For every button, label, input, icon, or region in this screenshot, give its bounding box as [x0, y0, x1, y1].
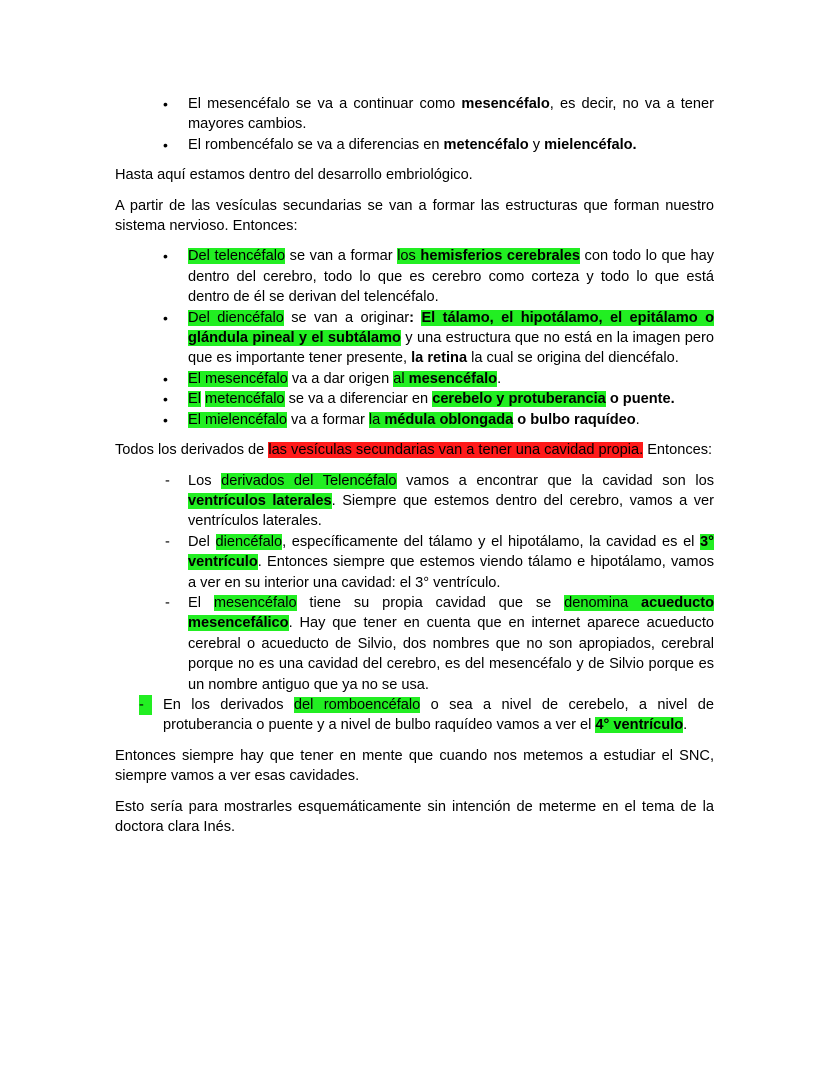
dash-bullet: -	[165, 533, 170, 550]
dash-bullet: -	[139, 695, 152, 715]
bullet-list-top	[115, 94, 714, 155]
list-item: • Del telencéfalo se van a formar los hemisferios cerebrales con todo lo que hay dentro del cerebro, todo lo que es cerebro como corteza y todo lo que está dentro de él se derivan del telencéfalo.	[115, 246, 714, 307]
list-item: • El mielencéfalo va a formar la médula oblongada o bulbo raquídeo.	[115, 410, 714, 430]
list-item: - Los derivados del Telencéfalo vamos a encontrar que la cavidad son los ventrículos laterales. Siempre que estemos dentro del cerebro, vamos a ver ventrículos laterales.	[165, 472, 714, 530]
dash-bullet: -	[165, 594, 170, 611]
paragraph: Esto sería para mostrarles esquemáticamente sin intención de meterme en el tema de la doctora clara Inés.	[115, 798, 714, 835]
list-item: • El mesencéfalo va a dar origen al mesencéfalo.	[115, 369, 714, 389]
cavities-list	[115, 471, 714, 736]
document-page	[115, 94, 714, 847]
dash-bullet: -	[165, 472, 170, 489]
derivatives-list	[115, 246, 714, 430]
list-item: - El mesencéfalo tiene su propia cavidad que se denomina acueducto mesencefálico. Hay que tener en cuenta que en internet aparece acueducto cerebral o acueducto de Silvio, dos nombres que no son apropiados, cerebral porque no es una cavidad del cerebro, es del mesencéfalo y de Silvio porque es un nombre antiguo que ya no se usa.	[165, 594, 715, 693]
list-item: • El rombencéfalo se va a diferencias en metencéfalo y mielencéfalo.	[115, 135, 714, 155]
paragraph: A partir de las vesículas secundarias se van a formar las estructuras que forman nuestro sistema nervioso. Entonces:	[115, 197, 714, 235]
list-item: - Del diencéfalo, específicamente del tálamo y el hipotálamo, la cavidad es el 3° ventrículo. Entonces siempre que estemos viendo tálamo e hipotálamo, vamos a ver en su interior una cavidad: el 3° ventrículo.	[165, 533, 714, 591]
paragraph: Hasta aquí estamos dentro del desarrollo embriológico.	[115, 167, 473, 184]
list-item: - En los derivados del romboencéfalo o sea a nivel de cerebelo, a nivel de protuberancia o puente y a nivel de bulbo raquídeo vamos a ver el 4° ventrículo.	[139, 696, 714, 734]
list-item: • El metencéfalo se va a diferenciar en cerebelo y protuberancia o puente.	[115, 389, 714, 409]
list-item: • El mesencéfalo se va a continuar como mesencéfalo, es decir, no va a tener mayores cambios.	[115, 94, 714, 135]
paragraph: Entonces siempre hay que tener en mente que cuando nos metemos a estudiar el SNC, siempre vamos a ver esas cavidades.	[115, 747, 714, 785]
paragraph: Todos los derivados de las vesículas secundarias van a tener una cavidad propia. Entonces:	[115, 442, 713, 459]
list-item: • Del diencéfalo se van a originar: El tálamo, el hipotálamo, el epitálamo o glándula pineal y el subtálamo y una estructura que no está en la imagen pero que es importante tener presente, la retina la cual se origina del diencéfalo.	[115, 308, 714, 369]
